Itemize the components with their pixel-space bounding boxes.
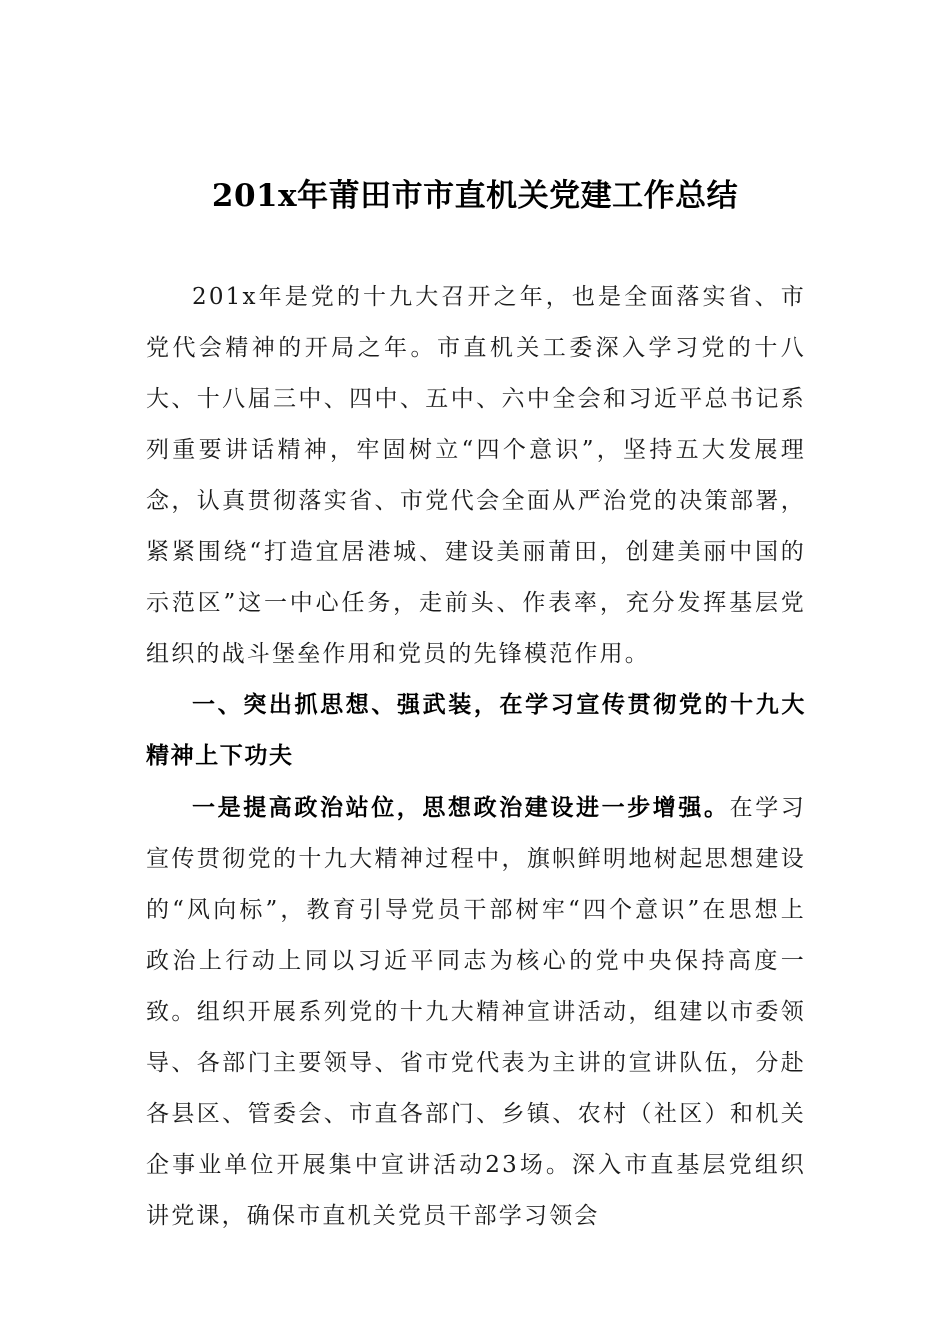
intro-paragraph: 201x年是党的十九大召开之年，也是全面落实省、市党代会精神的开局之年。市直机关工委深入学习党的十八大、十八届三中、四中、五中、六中全会和习近平总书记系列重要讲话精神，牢固树立“四个意识”，坚持五大发展理念，认真贯彻落实省、市党代会全面从严治党的决策部署，紧紧围绕“打造宜居港城、建设美丽莆田，创建美丽中国的示范区”这一中心任务，走前头、作表率，充分发挥基层党组织的战斗堡垒作用和党员的先锋模范作用。 bbox=[146, 284, 806, 667]
section-heading-1: 一、突出抓思想、强武装，在学习宣传贯彻党的十九大精神上下功夫 bbox=[146, 692, 806, 769]
document-body bbox=[146, 272, 806, 1242]
paragraph-lead: 一是提高政治站位，思想政治建设进一步增强。 bbox=[192, 794, 730, 821]
paragraph-text: 在学习宣传贯彻党的十九大精神过程中，旗帜鲜明地树起思想建设的“风向标”，教育引导党员干部树牢“四个意识”在思想上政治上行动上同以习近平同志为核心的党中央保持高度一致。组织开展系列党的十九大精神宣讲活动，组建以市委领导、各部门主要领导、省市党代表为主讲的宣讲队伍，分赴各县区、管委会、市直各部门、乡镇、农村（社区）和机关企事业单位开展集中宣讲活动23场。深入市直基层党组织讲党课，确保市直机关党员干部学习领会 bbox=[146, 795, 806, 1229]
document-title: 201x年莆田市市直机关党建工作总结 bbox=[211, 178, 739, 214]
body-paragraph-2 bbox=[146, 782, 806, 1242]
